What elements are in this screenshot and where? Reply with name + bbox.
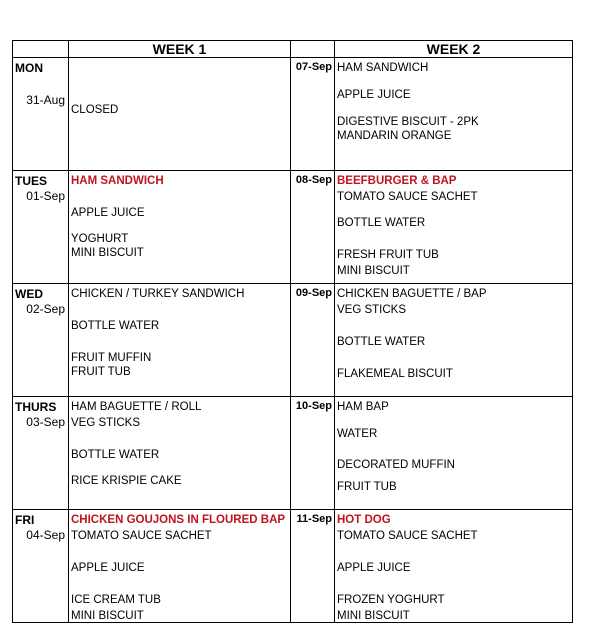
menu-item: BOTTLE WATER bbox=[337, 336, 426, 348]
menu-item: HAM BAP bbox=[337, 401, 389, 413]
header-blank-day bbox=[13, 41, 69, 58]
menu-item: VEG STICKS bbox=[71, 417, 141, 429]
menu-item: APPLE JUICE bbox=[71, 562, 145, 574]
menu-item: FLAKEMEAL BISCUIT bbox=[337, 368, 453, 380]
week2-date: 08-Sep bbox=[295, 174, 332, 186]
week2-date: 09-Sep bbox=[295, 287, 332, 299]
header-blank-date bbox=[291, 41, 335, 58]
week2-date-cell bbox=[291, 284, 335, 397]
menu-item: MINI BISCUIT bbox=[71, 610, 144, 622]
week2-date: 11-Sep bbox=[296, 513, 332, 525]
week1-date: 02-Sep bbox=[26, 302, 65, 316]
week2-header: WEEK 2 bbox=[335, 41, 573, 58]
day-row-tues bbox=[13, 171, 573, 284]
menu-item: FROZEN YOGHURT bbox=[337, 594, 445, 606]
menu-item: TOMATO SAUCE SACHET bbox=[337, 191, 478, 203]
menu-item: VEG STICKS bbox=[337, 304, 407, 316]
menu-item: APPLE JUICE bbox=[337, 562, 411, 574]
week1-items-cell bbox=[69, 171, 291, 284]
menu-item: RICE KRISPIE CAKE bbox=[71, 475, 182, 487]
day-cell bbox=[13, 58, 69, 171]
week1-date: 04-Sep bbox=[26, 528, 65, 542]
menu-item: FRESH FRUIT TUB bbox=[337, 249, 439, 261]
menu-item: FRUIT MUFFIN bbox=[71, 352, 152, 364]
day-name: WED bbox=[15, 287, 43, 301]
week2-date-cell bbox=[291, 397, 335, 510]
week1-date: 03-Sep bbox=[26, 415, 65, 429]
day-cell bbox=[13, 171, 69, 284]
menu-item: FRUIT TUB bbox=[71, 366, 131, 378]
menu-item: BOTTLE WATER bbox=[71, 320, 160, 332]
day-name: FRI bbox=[15, 513, 35, 527]
week2-date: 07-Sep bbox=[295, 61, 332, 73]
week2-items-cell bbox=[335, 284, 573, 397]
menu-item: MANDARIN ORANGE bbox=[337, 130, 452, 142]
menu-item: MINI BISCUIT bbox=[71, 247, 144, 259]
week2-date-cell bbox=[291, 58, 335, 171]
day-name: THURS bbox=[15, 400, 57, 414]
menu-item: HAM SANDWICH bbox=[337, 62, 429, 74]
week2-items-cell bbox=[335, 58, 573, 171]
week1-date: 01-Sep bbox=[26, 189, 65, 203]
day-name: MON bbox=[15, 61, 43, 75]
menu-item: HAM SANDWICH bbox=[71, 175, 164, 187]
week1-date: 31-Aug bbox=[26, 93, 65, 107]
day-cell bbox=[13, 397, 69, 510]
menu-item: WATER bbox=[337, 428, 378, 440]
menu-item: BOTTLE WATER bbox=[337, 217, 426, 229]
day-cell bbox=[13, 284, 69, 397]
menu-item: BOTTLE WATER bbox=[71, 449, 160, 461]
menu-item: APPLE JUICE bbox=[337, 89, 411, 101]
week2-items-cell bbox=[335, 397, 573, 510]
week1-items-cell bbox=[69, 284, 291, 397]
day-cell bbox=[13, 510, 69, 623]
week2-date-cell bbox=[291, 171, 335, 284]
week1-items-cell bbox=[69, 510, 291, 623]
header-row bbox=[13, 41, 573, 58]
menu-item: CLOSED bbox=[71, 104, 119, 116]
day-row-wed bbox=[13, 284, 573, 397]
menu-item: MINI BISCUIT bbox=[337, 265, 410, 277]
week1-header: WEEK 1 bbox=[69, 41, 291, 58]
menu-item: FRUIT TUB bbox=[337, 481, 397, 493]
week2-date: 10-Sep bbox=[295, 400, 332, 412]
week2-items-cell bbox=[335, 510, 573, 623]
week2-items-cell bbox=[335, 171, 573, 284]
menu-item: HOT DOG bbox=[337, 514, 391, 526]
day-row-thurs bbox=[13, 397, 573, 510]
menu-item: CHICKEN / TURKEY SANDWICH bbox=[71, 288, 245, 300]
menu-item: TOMATO SAUCE SACHET bbox=[71, 530, 212, 542]
menu-item: TOMATO SAUCE SACHET bbox=[337, 530, 478, 542]
week2-date-cell bbox=[291, 510, 335, 623]
day-row-fri bbox=[13, 510, 573, 623]
menu-item: APPLE JUICE bbox=[71, 207, 145, 219]
week1-items-cell bbox=[69, 397, 291, 510]
menu-item: ICE CREAM TUB bbox=[71, 594, 161, 606]
day-name: TUES bbox=[15, 174, 48, 188]
week1-items-cell bbox=[69, 58, 291, 171]
menu-item: CHICKEN GOUJONS IN FLOURED BAP bbox=[71, 514, 286, 526]
menu-item: MINI BISCUIT bbox=[337, 610, 410, 622]
menu-item: HAM BAGUETTE / ROLL bbox=[71, 401, 202, 413]
menu-item: BEEFBURGER & BAP bbox=[337, 175, 457, 187]
day-row-mon bbox=[13, 58, 573, 171]
menu-item: DIGESTIVE BISCUIT - 2PK bbox=[337, 116, 479, 128]
menu-item: DECORATED MUFFIN bbox=[337, 459, 455, 471]
menu-item: YOGHURT bbox=[71, 233, 129, 245]
menu-item: CHICKEN BAGUETTE / BAP bbox=[337, 288, 487, 300]
lunch-menu-table bbox=[12, 40, 573, 623]
